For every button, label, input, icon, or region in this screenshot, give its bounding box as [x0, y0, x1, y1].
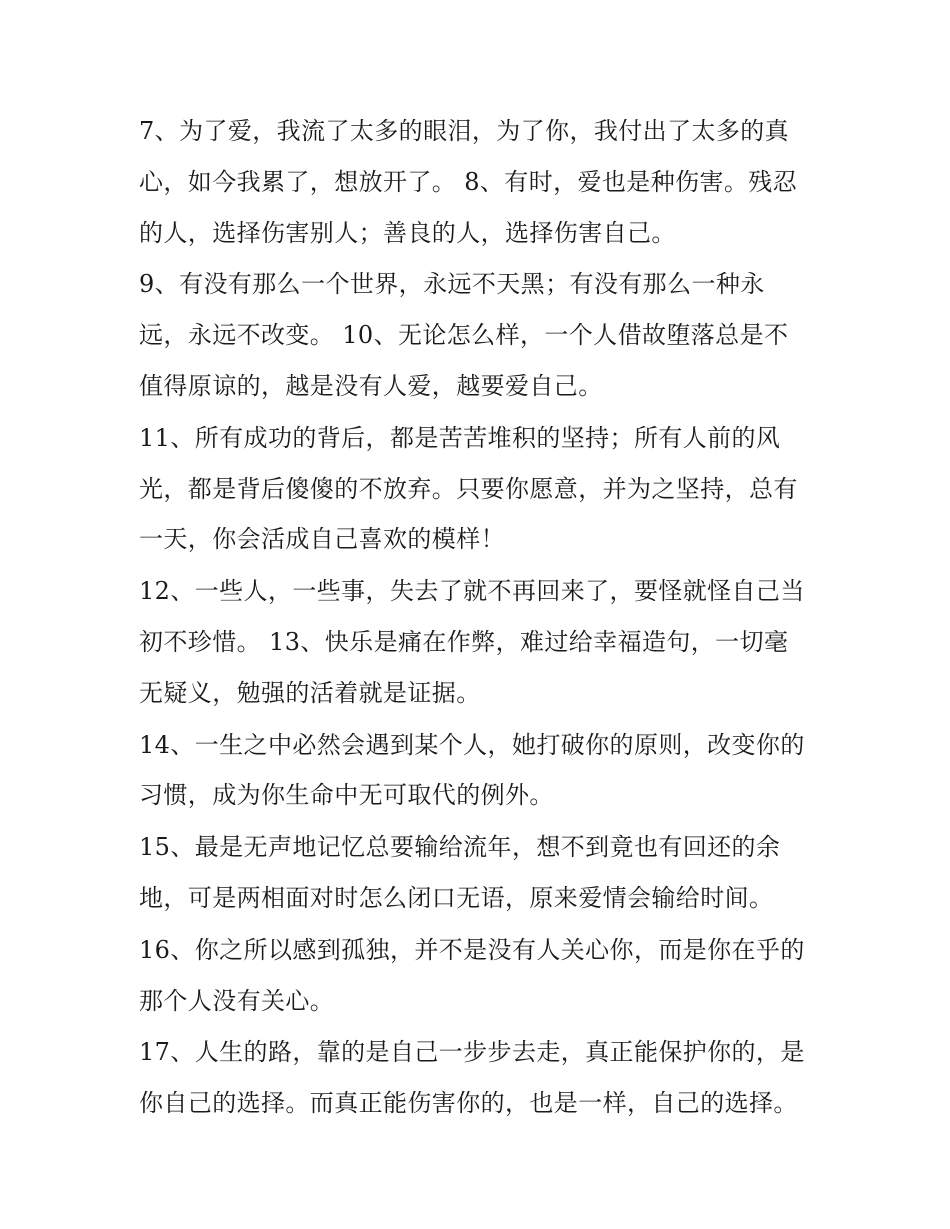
- text-line: 远，永远不改变。 10、无论怎么样，一个人借故堕落总是不: [139, 321, 789, 350]
- text-line: 7、为了爱，我流了太多的眼泪，为了你，我付出了太多的真: [139, 117, 790, 145]
- text-line: 16、你之所以感到孤独，并不是没有人关心你，而是你在乎的: [139, 935, 805, 964]
- paragraph-16: [139, 925, 829, 1027]
- text-line: 12、一些人，一些事，失去了就不再回来了，要怪就怪自己当: [139, 577, 805, 606]
- text-line: 15、最是无声地记忆总要输给流年，想不到竟也有回还的余: [139, 833, 781, 862]
- text-line: 的人，选择伤害别人；善良的人，选择伤害自己。: [139, 218, 676, 247]
- paragraph-14: [139, 720, 829, 822]
- text-line: 值得原谅的，越是没有人爱，越要爱自己。: [139, 371, 603, 400]
- text-line: 初不珍惜。 13、快乐是痛在作弊，难过给幸福造句，一切毫: [139, 627, 789, 656]
- text-line: 心，如今我累了，想放开了。 8、有时，爱也是种伤害。残忍: [139, 167, 798, 196]
- text-line: 一天，你会活成自己喜欢的模样！: [139, 525, 505, 554]
- text-line: 光，都是背后傻傻的不放弃。只要你愿意，并为之坚持，总有: [139, 474, 798, 503]
- text-line: 习惯，成为你生命中无可取代的例外。: [139, 781, 554, 810]
- paragraph-11: [139, 413, 829, 565]
- paragraph-7-8: [139, 106, 829, 258]
- paragraph-15: [139, 822, 829, 924]
- text-line: 17、人生的路，靠的是自己一步步去走，真正能保护你的，是: [139, 1038, 805, 1067]
- text-line: 那个人没有关心。: [139, 986, 335, 1015]
- text-line: 11、所有成功的背后，都是苦苦堆积的坚持；所有人前的风: [139, 423, 781, 452]
- text-line: 无疑义，勉强的活着就是证据。: [139, 678, 481, 707]
- text-line: 地，可是两相面对时怎么闭口无语，原来爱情会输给时间。: [139, 883, 774, 912]
- paragraph-17: [139, 1027, 829, 1129]
- paragraph-12-13: [139, 566, 829, 718]
- document-body: [139, 106, 829, 1130]
- text-line: 你自己的选择。而真正能伤害你的，也是一样，自己的选择。: [139, 1089, 798, 1118]
- paragraph-9-10: [139, 259, 829, 411]
- text-line: 14、一生之中必然会遇到某个人，她打破你的原则，改变你的: [139, 730, 805, 759]
- text-line: 9、有没有那么一个世界，永远不天黑；有没有那么一种永: [139, 270, 765, 299]
